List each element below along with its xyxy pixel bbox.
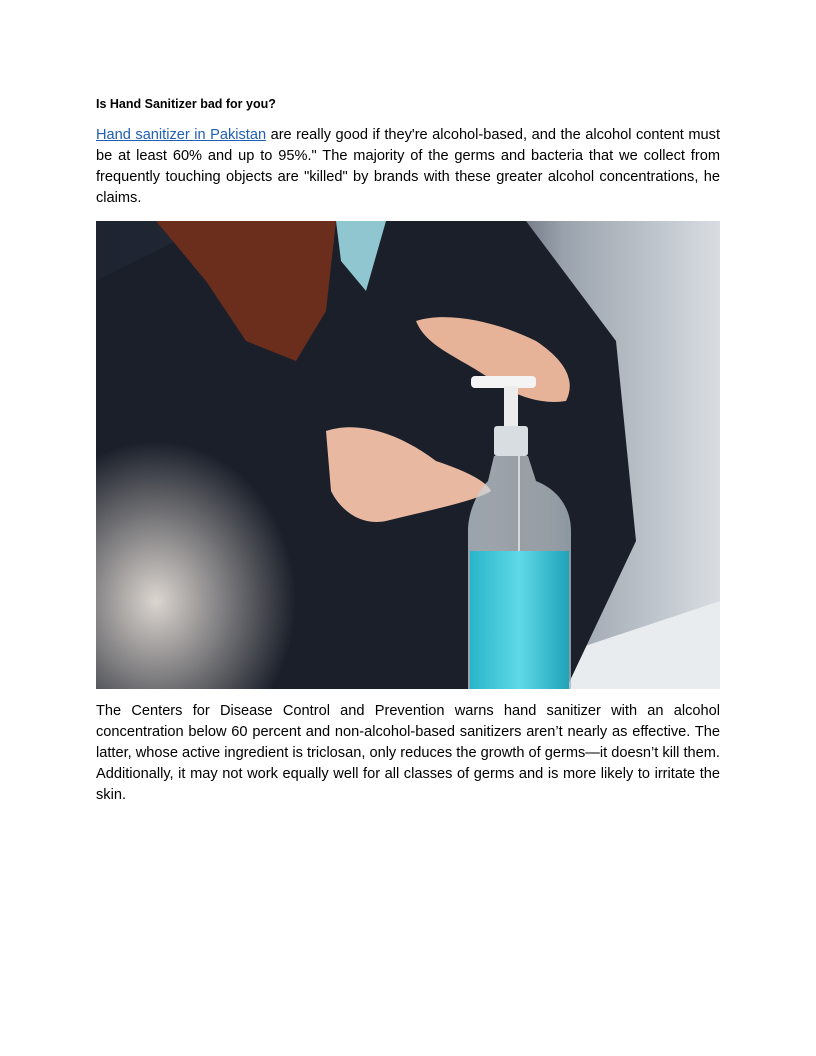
hand-sanitizer-link[interactable]: Hand sanitizer in Pakistan xyxy=(96,127,267,143)
intro-paragraph-text: are really good if they're alcohol-based, and the alcohol content must be at least 60% and up to 95%." The majority of the germs and bacteria that we collect from frequently touching objects are "killed" by brands with these greater alcohol concentrations, he claims. xyxy=(96,127,720,206)
hand-sanitizer-photo xyxy=(96,221,720,689)
cdc-paragraph: The Centers for Disease Control and Prevention warns hand sanitizer with an alcohol concentration below 60 percent and non-alcohol-based sanitizers aren’t nearly as effective. The latter, whose active ingredient is triclosan, only reduces the growth of germs—it doesn’t kill them. Additionally, it may not work equally well for all classes of germs and is more likely to irritate the skin. xyxy=(96,703,720,803)
intro-paragraph xyxy=(96,125,720,209)
section-heading: Is Hand Sanitizer bad for you? xyxy=(96,97,276,111)
